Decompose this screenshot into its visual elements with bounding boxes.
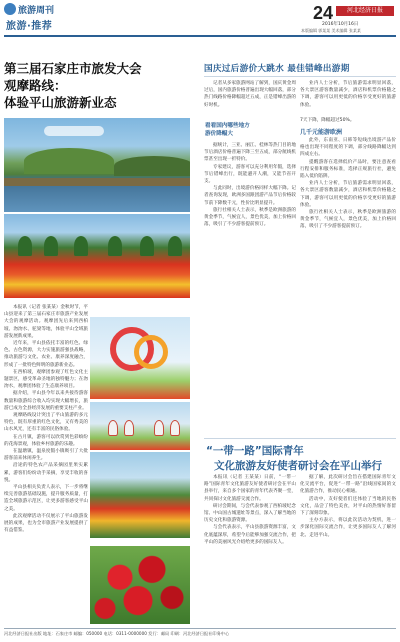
paragraph: 平山县相关负责人表示，下一步将继续完善旅游基础设施，提升服务质量，打造全域旅游示范区，让更多游客感受平山之美。 — [4, 485, 88, 512]
headline-line: 体验平山旅游新业态 — [4, 95, 117, 110]
logo-icon — [4, 3, 16, 15]
page-footer: 河北经济日报社出版 地址：石家庄市 邮编：050000 电话：0311-0000000 发行：邮局 印刷：河北经济日报社印务中心 — [4, 631, 230, 636]
travel-price-headline: 国庆过后游价大跳水 最佳错峰出游期 — [204, 64, 350, 74]
paragraph: 活动中，友好使者们还体验了当地的民俗文化，品尝了特色美食，对平山的热情好客留下了深刻印象。 — [300, 496, 396, 517]
sub-heading-line: 游价降幅大 — [205, 131, 233, 137]
headline-line: 第三届石家庄市旅发大会 — [4, 61, 142, 76]
paragraph: 在西柏坡，观摩团参观了红色文化主题景区，感受革命圣地的独特魅力；在沕沕水，观摩团体验了生态康养项目。 — [4, 369, 88, 390]
paragraph: 记者从多家旅游网站了解到，国庆黄金周过后，国内旅游价格普遍出现大幅回落，部分热门线路价格降幅超过五成，正是错峰出游的好时机。 — [204, 81, 296, 108]
footer-rule — [4, 628, 396, 629]
sub-heading-line: 看看国内哪些地方 — [205, 123, 250, 129]
travel-price-lead — [204, 80, 296, 118]
paragraph: 研讨会期间，与会代表参观了西柏坡纪念馆、中山国古城遗址等景点，深入了解当地的历史文化和旅游资源。 — [204, 503, 296, 524]
paragraph: 近年来，平山县依托丰富的红色、绿色、古色资源，大力实施旅游强县战略，推动旅游与文化、农业、康养深度融合，形成了一批特色鲜明的旅游新业态。 — [4, 341, 88, 368]
paragraph: 沿途的特色农产品采摘园里果实累累，游客们纷纷动手采摘，享受丰收的喜悦。 — [4, 463, 88, 483]
header-rule — [4, 35, 396, 37]
logo-text: 旅游周刊 — [18, 5, 55, 16]
paragraph: 提醒游客在选择低价产品时，要注意查看行程安排和服务标准，选择正规旅行社，避免陷入低价陷阱。 — [300, 159, 396, 180]
paragraph: 旅行社相关人士表示，秋季是欧洲旅游的黄金季节，气候宜人，景色优美，加上价格回落，吸引了不少游客提前预订。 — [204, 207, 296, 228]
europe-subheading: 几千元能游欧洲 — [300, 129, 343, 136]
paragraph: 在古月镇，游客可以欣赏到色彩缤纷的花海景观，体验乡村旅游的乐趣。 — [4, 434, 88, 447]
paragraph: 此次观摩活动不仅展示了平山旅游发展的成果，也为全市旅游产业发展提供了有益借鉴。 — [4, 513, 88, 534]
paragraph: 在温塘镇，温泉度假小镇吸引了大批游客前来休闲养生。 — [4, 449, 88, 462]
forum-column-b — [300, 474, 396, 626]
paragraph: 据统计，三亚、丽江、桂林等热门目的地节后酒店价格普遍下降三至五成，部分航线机票甚至出现一折特价。 — [204, 143, 296, 163]
headline-line: 观摩路线： — [4, 78, 67, 93]
paragraph: 主办方表示，将以此次活动为契机，进一步深化国际交流合作，让更多国际友人了解河北、走进平山。 — [300, 518, 396, 538]
forum-column-a — [204, 474, 296, 626]
paragraph: 本报讯（记者 王某某）日前，“一带一路”国际青年文化旅游友好使者研讨会在平山县举行，来自多个国家的青年代表齐聚一堂，共同探讨文化旅游交流合作。 — [204, 475, 296, 502]
paragraph: 业内人士分析，节后旅游需求明显回落，各大景区游客数量减少，酒店和机票价格随之下调，游客可以用更低的价格享受更好的旅游体验。 — [300, 181, 396, 208]
lake-landscape-photo — [4, 118, 190, 212]
paragraph: 旅行社相关人士表示，秋季是欧洲旅游的黄金季节，气候宜人，景色优美，加上价格回落，吸引了不少游客提前预订。 — [300, 210, 396, 230]
mascot-photo — [90, 402, 190, 450]
travel-price-lead-2 — [300, 80, 396, 116]
paragraph: 本报讯（记者 张某某）金秋时节，平山县迎来了第三届石家庄市旅游产业发展大会的观摩活动。观摩团先后来到西柏坡、沕沕水、驼梁等地，体验平山全域旅游发展新成果。 — [4, 305, 88, 339]
paragraph: 业内人士分析，节后旅游需求明显回落，各大景区游客数量减少，酒店和机票价格随之下调，游客可以用更低的价格享受更好的旅游体验。 — [300, 81, 396, 108]
paragraph: 观摩路线设计突出了平山旅游的多元特色，既有厚重的红色文化，又有秀美的山水风光，还有丰富的民俗体验。 — [4, 413, 88, 433]
paragraph: 专家建议，游客可以充分利用年假，选择节后错峰出行，既能避开人潮，又能节省开支。 — [204, 164, 296, 185]
article-column-left — [4, 304, 88, 626]
paragraph: 与此同时，出境游价格同样大幅下降。记者查询发现，欧洲多国跟团游产品节后价格较节前下降数千元，性价比明显提升。 — [204, 186, 296, 206]
section-title: 旅游·推荐 — [6, 21, 53, 32]
forum-headline-line2: 文化旅游友好使者研讨会在平山举行 — [214, 460, 382, 472]
flower-garden-photo — [4, 214, 190, 298]
issue-date: 2016年10月16日 — [322, 22, 359, 27]
editor-credit: 本版编辑 郭某某 美术编辑 张某某 — [301, 28, 361, 33]
paragraph: 此外，东南亚、日韩等短线出境游产品价格也出现不同程度的下调，部分线路降幅达到四成左右。 — [300, 138, 396, 158]
paragraph: 据介绍，平山县今年以来共接待游客数量和旅游综合收入均实现大幅增长，旅游已成为全县经济发展的重要支柱产业。 — [4, 391, 88, 411]
article-column-right-b — [300, 137, 396, 434]
paragraph: 与会代表表示，平山县旅游资源丰富，文化底蕴深厚，希望今后能够加强交流合作，把平山的美丽风光介绍给更多的国际友人。 — [204, 525, 296, 545]
masthead: 河北经济日报 — [336, 6, 394, 16]
divider — [204, 438, 396, 439]
park-flowers-photo — [90, 452, 190, 538]
price-note: 7天下降，降幅超过50%。 — [300, 118, 355, 123]
divider — [204, 76, 396, 77]
sub-heading-block — [205, 122, 297, 138]
paragraph: 据了解，此次研讨会旨在搭建国际青年文化交流平台，促进“一带一路”沿线国家间的文化旅游合作，推动民心相通。 — [300, 475, 396, 495]
main-headline — [4, 60, 200, 111]
sculpture-photo — [90, 317, 190, 399]
page-number: 24 — [313, 3, 334, 23]
page-header — [0, 0, 400, 36]
forum-headline-line1: “一带一路”国际青年 — [206, 445, 304, 457]
section-logo — [4, 2, 66, 16]
article-column-right-a — [204, 142, 296, 434]
cherry-fruit-photo — [90, 546, 190, 624]
